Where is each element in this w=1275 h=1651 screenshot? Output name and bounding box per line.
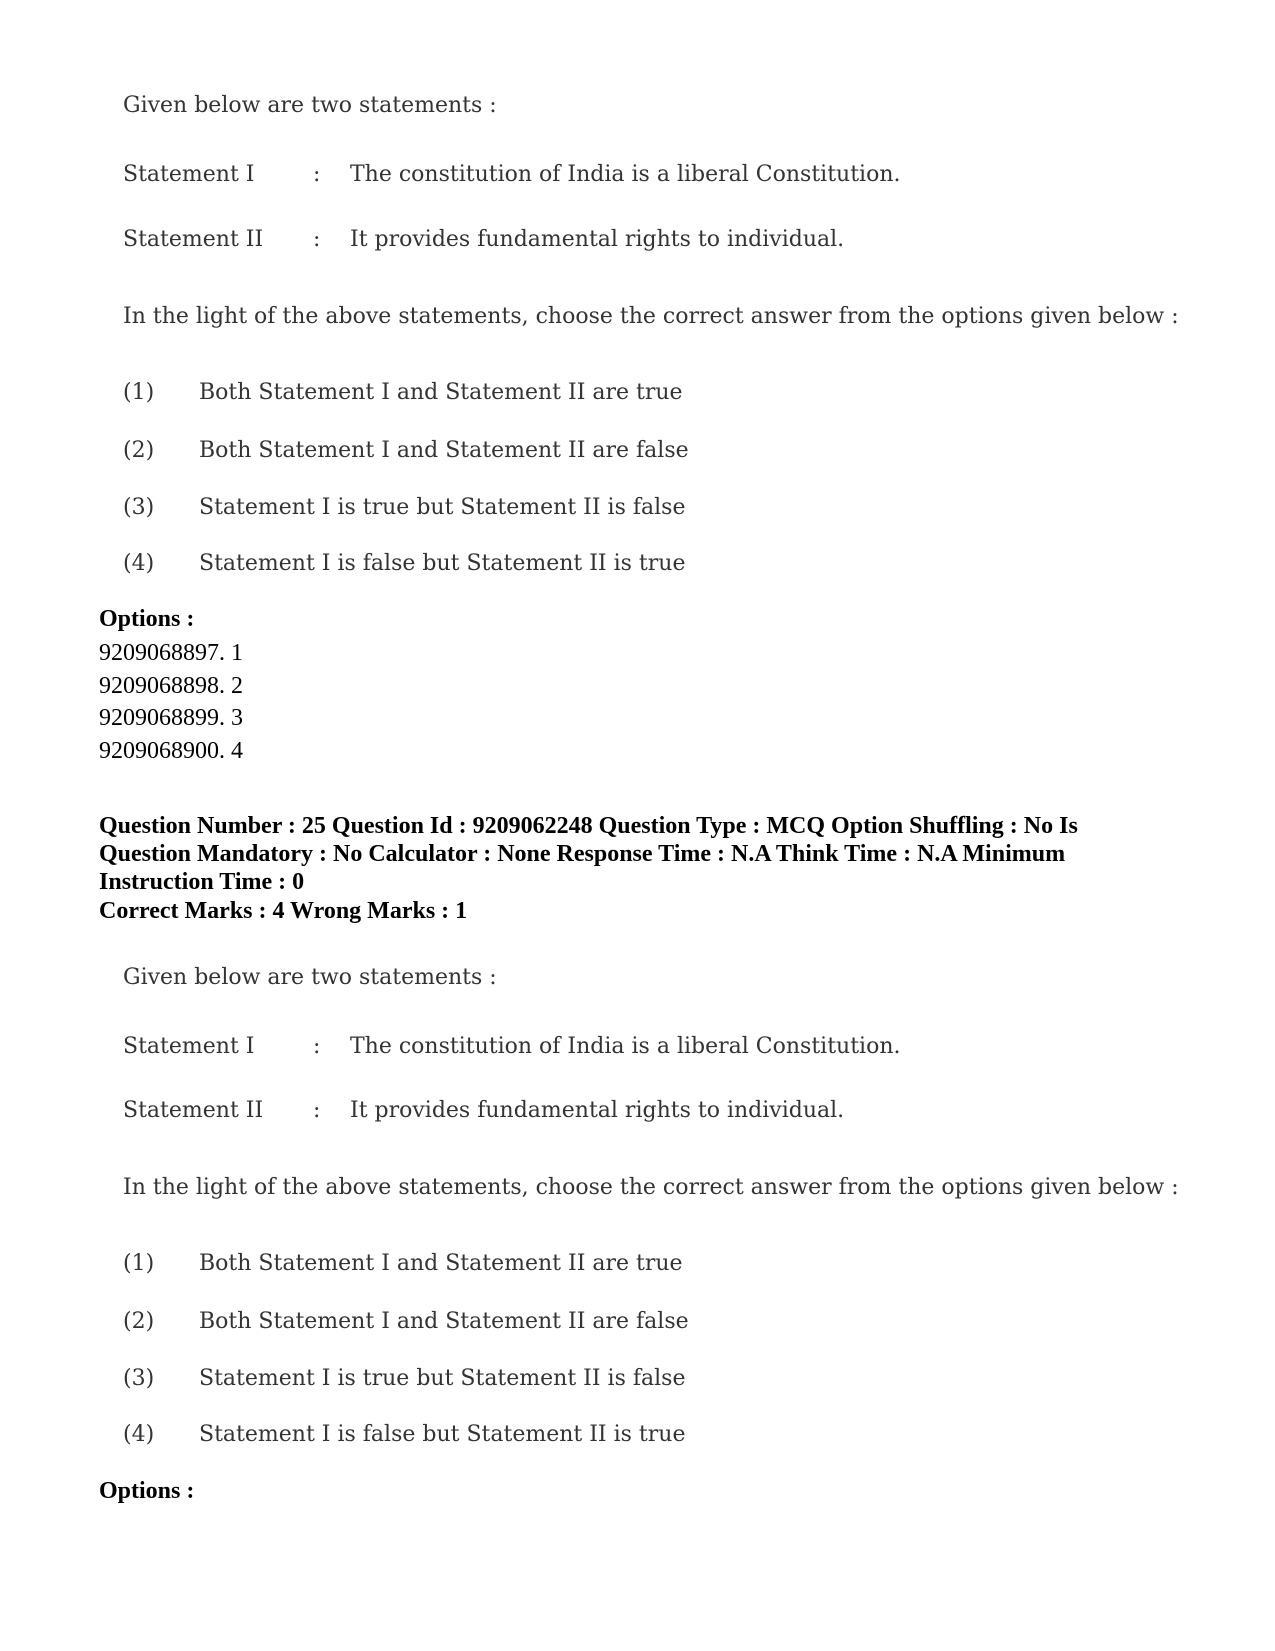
question-instruction: In the light of the above statements, choose the correct answer from the options given below : bbox=[123, 1175, 1179, 1200]
choice-text: Both Statement I and Statement II are true bbox=[199, 1251, 683, 1276]
option-code: 9209068899. 3 bbox=[99, 705, 243, 731]
choice-text: Statement I is true but Statement II is false bbox=[199, 1366, 686, 1391]
question-marks: Correct Marks : 4 Wrong Marks : 1 bbox=[99, 898, 468, 924]
question-metadata-line: Question Mandatory : No Calculator : None Response Time : N.A Think Time : N.A Minimum bbox=[99, 841, 1066, 867]
option-code: 9209068900. 4 bbox=[99, 738, 243, 764]
choice-text: Statement I is false but Statement II is true bbox=[199, 1422, 686, 1447]
choice-text: Both Statement I and Statement II are true bbox=[199, 380, 683, 405]
question-metadata-line: Instruction Time : 0 bbox=[99, 869, 305, 895]
statement-2-text: It provides fundamental rights to individual. bbox=[350, 227, 845, 252]
statement-2-colon: : bbox=[313, 1098, 321, 1123]
statement-1-colon: : bbox=[313, 162, 321, 187]
statement-2-text: It provides fundamental rights to individual. bbox=[350, 1098, 845, 1123]
choice-number: (2) bbox=[123, 438, 155, 463]
question-metadata bbox=[99, 812, 1159, 896]
choice-number: (4) bbox=[123, 1422, 155, 1447]
statement-1-label: Statement I bbox=[123, 162, 255, 187]
choice-number: (1) bbox=[123, 380, 155, 405]
statement-2-label: Statement II bbox=[123, 227, 264, 252]
question-intro: Given below are two statements : bbox=[123, 965, 497, 990]
statement-1-colon: : bbox=[313, 1034, 321, 1059]
option-code: 9209068897. 1 bbox=[99, 640, 243, 666]
statement-2-label: Statement II bbox=[123, 1098, 264, 1123]
statement-1-text: The constitution of India is a liberal Constitution. bbox=[350, 1034, 901, 1059]
choice-text: Statement I is false but Statement II is true bbox=[199, 551, 686, 576]
statement-1-label: Statement I bbox=[123, 1034, 255, 1059]
question-instruction: In the light of the above statements, choose the correct answer from the options given below : bbox=[123, 304, 1179, 329]
options-heading: Options : bbox=[99, 1478, 195, 1504]
choice-number: (3) bbox=[123, 495, 155, 520]
choice-number: (3) bbox=[123, 1366, 155, 1391]
choice-text: Both Statement I and Statement II are false bbox=[199, 1309, 689, 1334]
option-code: 9209068898. 2 bbox=[99, 673, 243, 699]
options-heading: Options : bbox=[99, 606, 195, 632]
choice-number: (1) bbox=[123, 1251, 155, 1276]
choice-text: Statement I is true but Statement II is false bbox=[199, 495, 686, 520]
choice-number: (2) bbox=[123, 1309, 155, 1334]
statement-1-text: The constitution of India is a liberal Constitution. bbox=[350, 162, 901, 187]
choice-number: (4) bbox=[123, 551, 155, 576]
statement-2-colon: : bbox=[313, 227, 321, 252]
question-intro: Given below are two statements : bbox=[123, 93, 497, 118]
choice-text: Both Statement I and Statement II are false bbox=[199, 438, 689, 463]
question-metadata-line: Question Number : 25 Question Id : 9209062248 Question Type : MCQ Option Shuffling : No Is bbox=[99, 813, 1078, 839]
